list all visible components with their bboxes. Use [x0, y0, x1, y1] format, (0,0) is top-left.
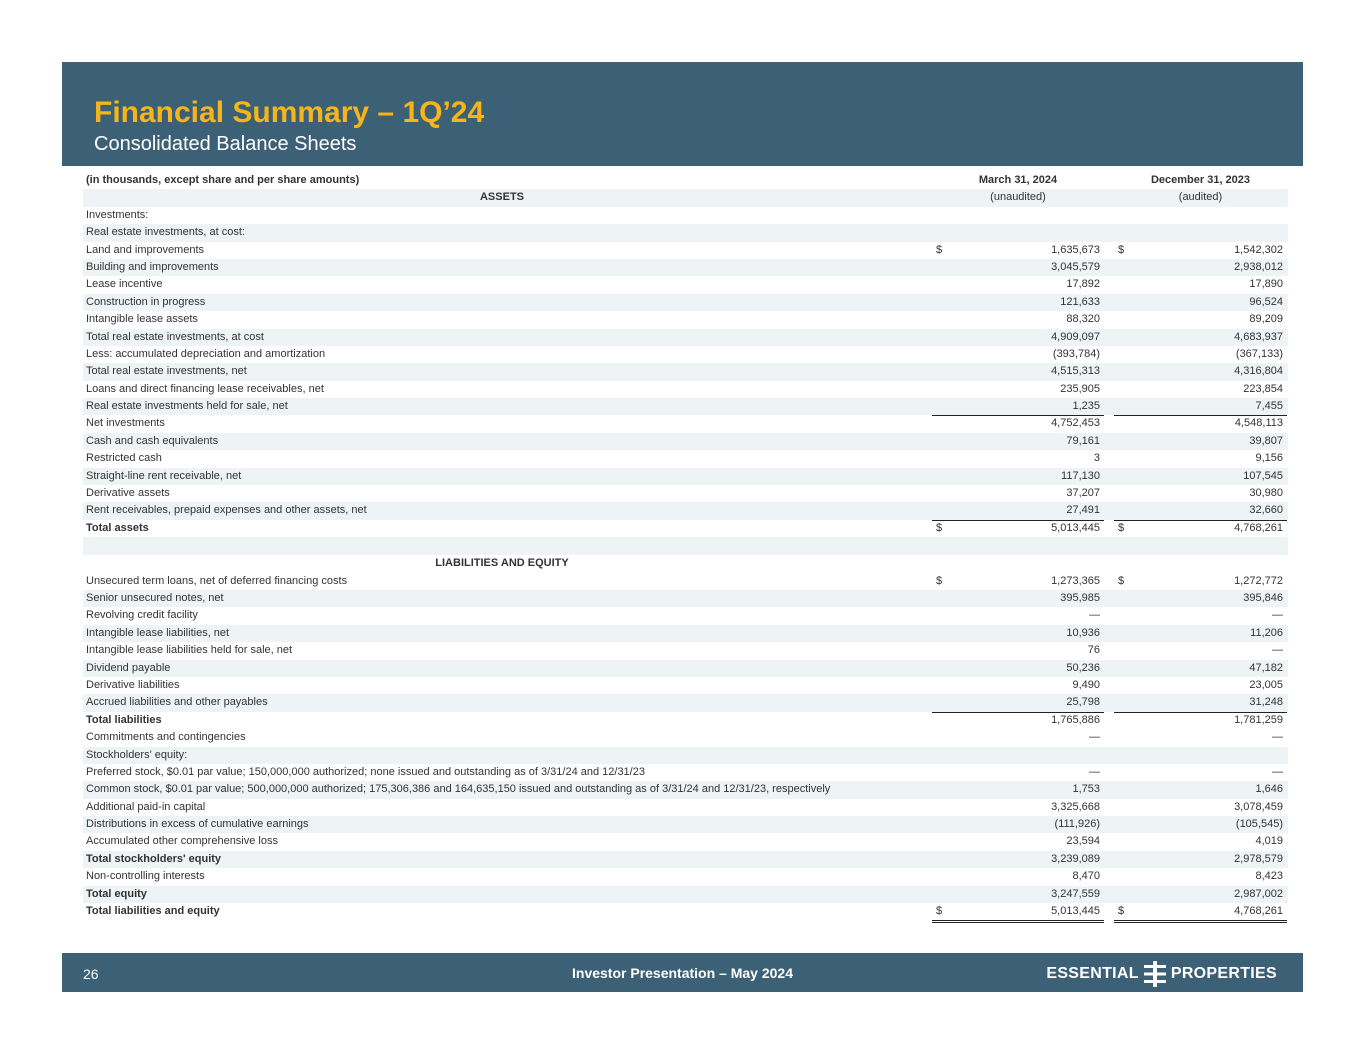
cell-value: 89,209	[1249, 313, 1283, 326]
cell-march-2024	[932, 694, 1104, 712]
row-label: Distributions in excess of cumulative earnings	[86, 818, 309, 831]
cell-dec-2023	[1114, 363, 1287, 380]
cell-value: 11,206	[1250, 626, 1283, 639]
cell-value: 30,980	[1249, 487, 1283, 500]
row-label: Total stockholders' equity	[86, 852, 222, 865]
cell-value: 17,890	[1249, 278, 1283, 291]
row-label: Preferred stock, $0.01 par value; 150,000,000 authorized; none issued and outstanding as of 3/31/24 and 12/31/23	[86, 765, 645, 778]
cell-value: 4,909,097	[1051, 330, 1100, 343]
cell-value: 1,272,772	[1234, 574, 1283, 587]
table-row	[83, 764, 1288, 781]
cell-march-2024	[932, 502, 1104, 520]
cell-value: (367,133)	[1235, 347, 1283, 360]
cell-dec-2023	[1114, 781, 1287, 798]
liabilities-heading: LIABILITIES AND EQUITY	[435, 557, 569, 570]
cell-march-2024	[932, 607, 1104, 624]
table-row	[83, 625, 1288, 642]
page-subtitle: Consolidated Balance Sheets	[94, 133, 357, 155]
cell-dec-2023	[1114, 276, 1287, 293]
row-label: Revolving credit facility	[86, 609, 198, 622]
units-note: (in thousands, except share and per share amounts)	[86, 174, 360, 186]
cell-march-2024	[932, 259, 1104, 276]
row-label: Straight-line rent receivable, net	[86, 469, 242, 482]
cell-value: 88,320	[1066, 313, 1100, 326]
cell-dec-2023	[1114, 590, 1287, 607]
cell-value: 39,807	[1249, 434, 1283, 447]
table-row	[83, 781, 1288, 798]
cell-dec-2023	[1114, 259, 1287, 276]
cell-value: 1,235	[1072, 400, 1100, 413]
cell-dec-2023	[1114, 242, 1287, 259]
logo-mark-icon	[1144, 961, 1166, 987]
col-header-march-2024: March 31, 2024	[978, 174, 1058, 186]
cell-value: 7,455	[1255, 400, 1283, 413]
page-title: Financial Summary – 1Q’24	[94, 96, 485, 129]
row-label: Investments:	[86, 208, 149, 221]
table-row	[83, 816, 1288, 833]
row-label: Real estate investments, at cost:	[86, 226, 245, 239]
table-row	[83, 660, 1288, 677]
table-row	[83, 468, 1288, 485]
cell-march-2024	[932, 747, 1104, 764]
cell-dec-2023	[1114, 450, 1287, 467]
cell-value: (393,784)	[1052, 347, 1100, 360]
cell-march-2024	[932, 276, 1104, 293]
cell-value: 3,078,459	[1234, 800, 1283, 813]
table-row	[83, 363, 1288, 380]
row-label: Lease incentive	[86, 278, 163, 291]
table-row	[83, 590, 1288, 607]
cell-value: 1,646	[1255, 783, 1283, 796]
cell-march-2024	[932, 851, 1104, 868]
cell-march-2024	[932, 799, 1104, 816]
table-row	[83, 485, 1288, 502]
cell-value: 5,013,445	[1051, 905, 1100, 918]
cell-march-2024	[932, 781, 1104, 798]
row-label: Accrued liabilities and other payables	[86, 696, 268, 709]
row-label: Total liabilities	[86, 713, 162, 726]
cell-value: 395,846	[1243, 591, 1283, 604]
cell-value: 96,524	[1249, 295, 1283, 308]
cell-march-2024	[932, 590, 1104, 607]
row-label: Non-controlling interests	[86, 870, 205, 883]
row-label: Loans and direct financing lease receivables, net	[86, 382, 324, 395]
row-label: Total real estate investments, net	[86, 365, 247, 378]
cell-dec-2023	[1114, 468, 1287, 485]
cell-value: 4,768,261	[1234, 905, 1283, 918]
cell-dec-2023	[1114, 502, 1287, 520]
cell-dec-2023	[1114, 346, 1287, 364]
page-number: 26	[83, 966, 99, 982]
cell-value: —	[1272, 765, 1283, 778]
cell-march-2024	[932, 294, 1104, 311]
cell-value: 23,005	[1249, 678, 1283, 691]
row-label: Dividend payable	[86, 661, 171, 674]
cell-march-2024	[932, 346, 1104, 364]
dollar-sign: $	[1118, 521, 1125, 534]
row-label: Intangible lease liabilities held for sale, net	[86, 644, 293, 657]
cell-march-2024	[932, 660, 1104, 677]
dollar-sign: $	[1118, 243, 1125, 256]
row-label: Intangible lease liabilities, net	[86, 626, 230, 639]
cell-dec-2023	[1114, 747, 1287, 764]
table-row	[83, 450, 1288, 467]
cell-march-2024	[932, 868, 1104, 886]
table-row	[83, 747, 1288, 764]
cell-dec-2023	[1114, 415, 1287, 432]
table-row	[83, 502, 1288, 519]
cell-value: —	[1089, 609, 1100, 622]
row-label: Total equity	[86, 887, 147, 900]
cell-value: 3	[1093, 452, 1100, 465]
cell-dec-2023	[1114, 712, 1287, 729]
cell-value: 17,892	[1066, 278, 1100, 291]
table-row	[83, 694, 1288, 711]
cell-march-2024	[932, 329, 1104, 346]
cell-dec-2023	[1114, 329, 1287, 346]
cell-value: 4,019	[1255, 835, 1283, 848]
table-row	[83, 242, 1288, 259]
cell-value: 223,854	[1243, 382, 1283, 395]
cell-dec-2023	[1114, 694, 1287, 712]
table-row	[83, 415, 1288, 432]
col-header-dec-2023: December 31, 2023	[1150, 174, 1251, 186]
dollar-sign: $	[936, 574, 943, 587]
cell-march-2024	[932, 833, 1104, 851]
table-row	[83, 346, 1288, 363]
cell-value: 4,768,261	[1234, 521, 1283, 534]
table-row	[83, 433, 1288, 450]
row-label: Accumulated other comprehensive loss	[86, 835, 278, 848]
cell-march-2024	[932, 642, 1104, 659]
cell-march-2024	[932, 625, 1104, 642]
cell-value: 121,633	[1060, 295, 1100, 308]
cell-march-2024	[932, 311, 1104, 329]
cell-march-2024	[932, 468, 1104, 485]
row-label: Derivative assets	[86, 487, 170, 500]
table-row	[83, 276, 1288, 293]
cell-value: 27,491	[1066, 504, 1100, 517]
row-label: Total liabilities and equity	[86, 905, 220, 918]
cell-dec-2023	[1114, 607, 1287, 624]
cell-value: 4,548,113	[1234, 417, 1283, 430]
cell-value: 47,182	[1249, 661, 1283, 674]
col2-subheader: (audited)	[1178, 191, 1223, 204]
cell-march-2024	[932, 381, 1104, 398]
dollar-sign: $	[1118, 905, 1125, 918]
cell-value: 1,273,365	[1051, 574, 1100, 587]
cell-value: (105,545)	[1235, 818, 1283, 831]
assets-heading: ASSETS	[479, 191, 524, 204]
cell-march-2024	[932, 816, 1104, 833]
logo-text-left: ESSENTIAL	[1046, 965, 1139, 982]
cell-value: 1,542,302	[1234, 243, 1283, 256]
row-label: Cash and cash equivalents	[86, 434, 219, 447]
cell-value: 8,423	[1255, 870, 1283, 883]
liabilities-heading-row	[83, 555, 1288, 572]
cell-value: —	[1272, 644, 1283, 657]
cell-value: 8,470	[1072, 870, 1100, 883]
cell-value: 9,156	[1255, 452, 1283, 465]
row-label: Stockholders' equity:	[86, 748, 188, 761]
cell-value: 107,545	[1243, 469, 1283, 482]
cell-dec-2023	[1114, 851, 1287, 868]
cell-value: 50,236	[1066, 661, 1100, 674]
cell-value: 235,905	[1060, 382, 1100, 395]
cell-value: 3,239,089	[1051, 852, 1100, 865]
cell-march-2024	[932, 573, 1104, 590]
row-label: Derivative liabilities	[86, 678, 180, 691]
row-label: Commitments and contingencies	[86, 731, 246, 744]
cell-value: 5,013,445	[1051, 521, 1100, 534]
dollar-sign: $	[936, 521, 943, 534]
cell-dec-2023	[1114, 816, 1287, 833]
slide-footer	[62, 953, 1303, 992]
cell-value: 23,594	[1066, 835, 1100, 848]
cell-dec-2023	[1114, 660, 1287, 677]
cell-value: 9,490	[1072, 678, 1100, 691]
cell-march-2024	[932, 433, 1104, 450]
cell-dec-2023	[1114, 764, 1287, 781]
cell-value: 76	[1087, 644, 1100, 657]
row-label: Building and improvements	[86, 260, 219, 273]
table-row	[83, 799, 1288, 816]
cell-march-2024	[932, 224, 1104, 241]
cell-dec-2023	[1114, 294, 1287, 311]
cell-dec-2023	[1114, 886, 1287, 903]
table-row	[83, 259, 1288, 276]
cell-value: 1,781,259	[1234, 713, 1283, 726]
cell-value: 395,985	[1060, 591, 1100, 604]
cell-value: (111,926)	[1054, 818, 1100, 831]
assets-heading-row	[83, 189, 1288, 206]
cell-value: —	[1272, 731, 1283, 744]
table-row	[83, 573, 1288, 590]
cell-value: 2,978,579	[1234, 852, 1283, 865]
row-label: Construction in progress	[86, 295, 206, 308]
row-label: Common stock, $0.01 par value; 500,000,000 authorized; 175,306,386 and 164,635,150 issued and outstanding as of 3/31/24 and 12/31/23, respectively	[86, 783, 831, 796]
col1-subheader: (unaudited)	[990, 191, 1046, 204]
table-row	[83, 224, 1288, 241]
cell-march-2024	[932, 450, 1104, 467]
cell-march-2024	[932, 712, 1104, 729]
cell-value: 2,987,002	[1234, 887, 1283, 900]
logo-text-right: PROPERTIES	[1170, 965, 1277, 982]
table-row	[83, 851, 1288, 868]
cell-value: —	[1272, 609, 1283, 622]
cell-march-2024	[932, 485, 1104, 502]
cell-value: 4,316,804	[1234, 365, 1283, 378]
cell-value: 31,248	[1249, 696, 1283, 709]
table-row	[83, 642, 1288, 659]
cell-value: 10,936	[1066, 626, 1100, 639]
cell-march-2024	[932, 729, 1104, 746]
row-label: Restricted cash	[86, 452, 162, 465]
cell-dec-2023	[1114, 729, 1287, 746]
cell-value: —	[1089, 731, 1100, 744]
presentation-title: Investor Presentation – May 2024	[572, 965, 793, 981]
row-label: Intangible lease assets	[86, 313, 198, 326]
cell-dec-2023	[1114, 677, 1287, 694]
cell-march-2024	[932, 242, 1104, 259]
table-row	[83, 607, 1288, 624]
dollar-sign: $	[1118, 574, 1125, 587]
cell-value: 4,515,313	[1051, 365, 1100, 378]
table-row	[83, 294, 1288, 311]
cell-march-2024	[932, 207, 1104, 224]
cell-value: 37,207	[1066, 487, 1100, 500]
cell-dec-2023	[1114, 833, 1287, 851]
cell-dec-2023	[1114, 485, 1287, 502]
table-row	[83, 712, 1288, 729]
cell-value: —	[1089, 765, 1100, 778]
cell-dec-2023	[1114, 868, 1287, 886]
cell-dec-2023	[1114, 799, 1287, 816]
row-label: Net investments	[86, 417, 165, 430]
cell-dec-2023	[1114, 311, 1287, 329]
cell-value: 4,752,453	[1051, 417, 1100, 430]
table-row	[83, 677, 1288, 694]
row-label: Land and improvements	[86, 243, 205, 256]
table-row	[83, 381, 1288, 398]
cell-march-2024	[932, 886, 1104, 903]
row-label: Senior unsecured notes, net	[86, 591, 224, 604]
cell-value: 32,660	[1249, 504, 1283, 517]
cell-value: 3,247,559	[1051, 887, 1100, 900]
cell-value: 3,045,579	[1051, 260, 1100, 273]
cell-march-2024	[932, 363, 1104, 380]
table-row	[83, 886, 1288, 903]
slide-header	[62, 62, 1303, 166]
cell-dec-2023	[1114, 642, 1287, 659]
cell-dec-2023	[1114, 433, 1287, 450]
cell-value: 117,130	[1061, 469, 1100, 482]
cell-value: 79,161	[1066, 434, 1100, 447]
cell-value: 3,325,668	[1051, 800, 1100, 813]
row-label: Real estate investments held for sale, net	[86, 400, 288, 413]
cell-dec-2023	[1114, 224, 1287, 241]
cell-march-2024	[932, 764, 1104, 781]
cell-dec-2023	[1114, 625, 1287, 642]
row-label: Less: accumulated depreciation and amortization	[86, 347, 326, 360]
dollar-sign: $	[936, 905, 943, 918]
table-row	[83, 207, 1288, 224]
company-logo	[1046, 963, 1277, 985]
cell-march-2024	[932, 415, 1104, 432]
cell-march-2024	[932, 903, 1104, 923]
cell-value: 25,798	[1066, 696, 1100, 709]
table-row	[83, 520, 1288, 537]
table-row	[83, 729, 1288, 746]
row-label: Unsecured term loans, net of deferred financing costs	[86, 574, 348, 587]
row-label: Total real estate investments, at cost	[86, 330, 264, 343]
row-label: Additional paid-in capital	[86, 800, 206, 813]
balance-sheet-table	[83, 172, 1288, 920]
cell-dec-2023	[1114, 398, 1287, 416]
cell-value: 1,765,886	[1051, 713, 1100, 726]
cell-march-2024	[932, 398, 1104, 416]
table-row	[83, 903, 1288, 920]
cell-dec-2023	[1114, 381, 1287, 398]
row-label: Total assets	[86, 521, 149, 534]
dollar-sign: $	[936, 243, 943, 256]
cell-dec-2023	[1114, 573, 1287, 590]
row-label: Rent receivables, prepaid expenses and other assets, net	[86, 504, 367, 517]
table-header-row	[83, 172, 1288, 189]
cell-value: 1,635,673	[1051, 243, 1100, 256]
table-row	[83, 329, 1288, 346]
cell-march-2024	[932, 677, 1104, 694]
cell-dec-2023	[1114, 903, 1287, 923]
table-row	[83, 833, 1288, 850]
cell-value: 2,938,012	[1234, 260, 1283, 273]
table-row	[83, 398, 1288, 415]
table-row	[83, 868, 1288, 885]
spacer-row	[83, 537, 1288, 555]
table-row	[83, 311, 1288, 328]
cell-dec-2023	[1114, 207, 1287, 224]
cell-value: 1,753	[1072, 783, 1100, 796]
cell-value: 4,683,937	[1234, 330, 1283, 343]
